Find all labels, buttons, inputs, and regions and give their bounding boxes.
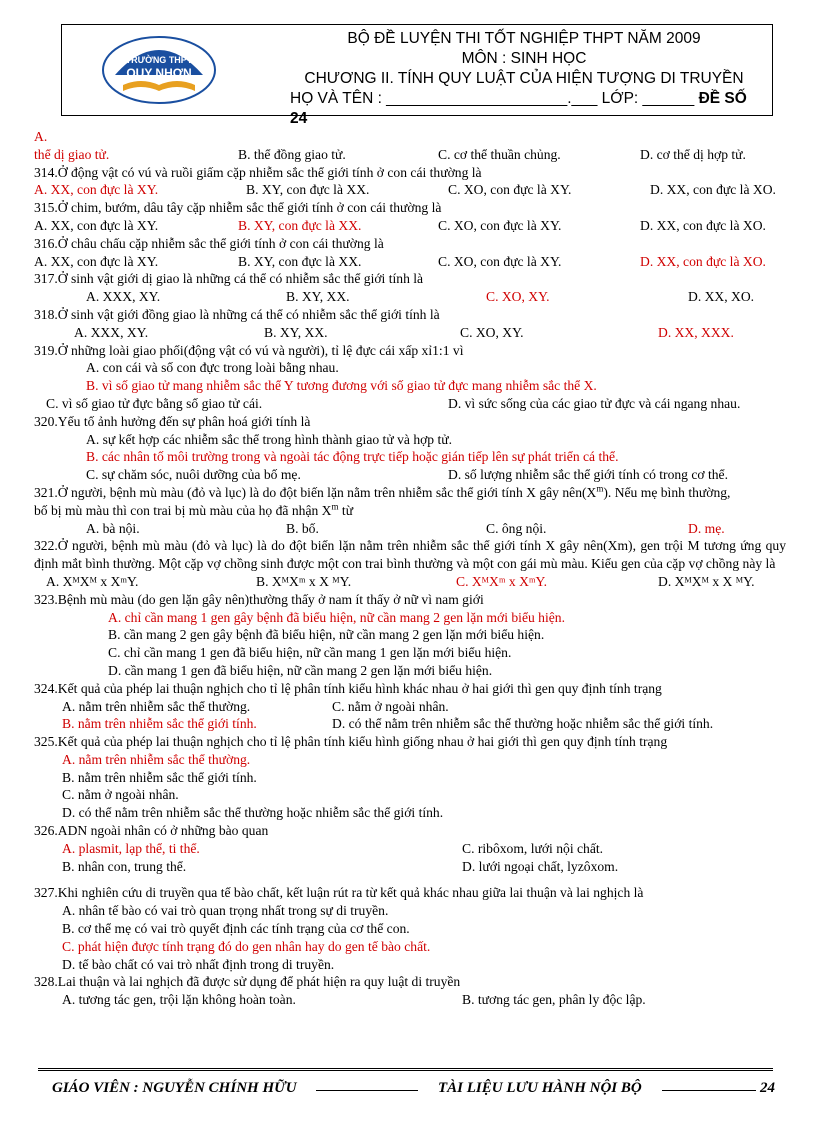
q321-a: A. bà nội. (86, 520, 140, 536)
q313-b: B. thể đồng giao tử. (238, 146, 346, 162)
q327-stem: 327.Khi nghiên cứu di truyền qua tế bào chất, kết luận rút ra từ kết quả khác nhau giữa lai thuận và lai nghịch là (34, 885, 644, 901)
q319-stem: 319.Ở những loài giao phối(động vật có vú và người), tỉ lệ đực cái xấp xỉ1:1 vì (34, 342, 464, 358)
q324-c: C. nằm ở ngoài nhân. (332, 698, 449, 714)
q315-options (34, 217, 786, 235)
q317-d: D. XX, XO. (688, 289, 755, 305)
q320-a: A. sự kết hợp các nhiễm sắc thể trong hình thành giao tử và hợp tử. (86, 431, 453, 447)
q327-a: A. nhân tế bào có vai trò quan trọng nhất trong sự di truyền. (62, 903, 389, 919)
q325-b: B. nằm trên nhiễm sắc thể giới tính. (62, 769, 257, 785)
q325-d: D. có thể nằm trên nhiễm sắc thể thường hoặc nhiễm sắc thể giới tính. (62, 805, 444, 821)
page-number: 24 (760, 1080, 775, 1096)
q321-b: B. bố. (286, 520, 319, 536)
footer-divider (38, 1068, 773, 1071)
q322-c: C. XᴹXᵐ x XᵐY. (456, 573, 548, 589)
q314-a: A. XX, con đực là XY. (34, 182, 159, 198)
footer-dash-1 (316, 1090, 418, 1091)
q323-a: A. chỉ cần mang 1 gen gây bệnh đã biểu hiện, nữ cần mang 2 gen lặn mới biểu hiện. (108, 609, 565, 625)
q316-a: A. XX, con đực là XY. (34, 253, 159, 269)
q318-options (34, 324, 786, 342)
q319-a: A. con cái và số con đực trong loài bằng nhau. (86, 360, 339, 376)
q320-c: C. sự chăm sóc, nuôi dưỡng của bố mẹ. (86, 467, 301, 483)
subject: MÔN : SINH HỌC (461, 50, 587, 67)
q321-options (34, 520, 786, 538)
q316-c: C. XO, con đực là XY. (438, 253, 562, 269)
q318-c: C. XO, XY. (460, 324, 524, 340)
footer-doc: TÀI LIỆU LƯU HÀNH NỘI BỘ (438, 1080, 642, 1096)
q319-d: D. vì sức sống của các giao tử đực và cái ngang nhau. (448, 395, 741, 411)
q313-a-label: A. (34, 129, 48, 144)
q323-d: D. cần mang 1 gen đã biểu hiện, nữ cần mang 2 gen lặn mới biểu hiện. (108, 662, 493, 678)
q326-options-bd (34, 858, 786, 876)
q314-stem: 314.Ở động vật có vú và ruồi giấm cặp nhiễm sắc thể giới tính ở con cái thường là (34, 164, 482, 180)
q321-c: C. ông nội. (486, 520, 547, 536)
q316-d: D. XX, con đực là XO. (640, 253, 766, 269)
exam-number: ĐỀ SỐ 24 (290, 90, 747, 127)
q313-d: D. cơ thể dị hợp tử. (640, 146, 746, 162)
q327-c: C. phát hiện được tính trạng đó do gen nhân hay do gen tế bào chất. (62, 938, 431, 954)
q324-d: D. có thể nằm trên nhiễm sắc thể thường hoặc nhiễm sắc thể giới tính. (332, 716, 714, 732)
q319-c: C. vì số giao tử đực bằng số giao tử cái. (46, 395, 263, 411)
svg-text:QUY NHƠN: QUY NHƠN (126, 66, 192, 80)
svg-text:TRƯỜNG THPT: TRƯỜNG THPT (125, 55, 193, 65)
q325-stem: 325.Kết quả của phép lai thuận nghịch cho tỉ lệ phân tính kiểu hình giống nhau ở hai giới thì gen quy định tính trạng (34, 734, 668, 750)
q324-a: A. nằm trên nhiễm sắc thể thường. (62, 698, 251, 714)
q326-c: C. ribôxom, lưới nội chất. (462, 840, 604, 856)
footer-dash-2 (662, 1090, 756, 1091)
q321-d: D. mẹ. (688, 520, 725, 536)
q319-options-cd (34, 395, 786, 413)
q317-options (34, 288, 786, 306)
q315-stem: 315.Ở chim, bướm, dâu tây cặp nhiễm sắc thể giới tính ở con cái thường là (34, 200, 442, 216)
q320-options-cd (34, 466, 786, 484)
q316-b: B. XY, con đực là XX. (238, 253, 362, 269)
footer (52, 1080, 782, 1102)
q322-stem: 322.Ở người, bệnh mù màu (đỏ và lục) là do đột biến lặn nằm trên nhiễm sắc thể giới tính X gây nên(Xm), gen trội M tương ứng quy định mắt bình thường. Một cặp vợ chồng sinh được một con trai bình thường và một con gái mù màu. Kiểu gen của cặp vợ chồng này là (34, 538, 786, 572)
q315-c: C. XO, con đực là XY. (438, 217, 562, 233)
q314-options (34, 181, 786, 199)
q323-c: C. chỉ cần mang 1 gen đã biểu hiện, nữ cần mang 1 gen lặn mới biểu hiện. (108, 645, 512, 661)
q319-b: B. vì số giao tử mang nhiễm sắc thể Y tương đương với số giao tử đực mang nhiễm sắc thể X. (86, 378, 597, 394)
q328-options (34, 991, 786, 1009)
q326-options-ac (34, 840, 786, 858)
q314-b: B. XY, con đực là XX. (246, 182, 370, 198)
q317-stem: 317.Ở sinh vật giới dị giao là những cá thể có nhiễm sắc thể giới tính là (34, 271, 424, 287)
q322-options (34, 573, 786, 591)
q313-options (34, 146, 786, 164)
q318-stem: 318.Ở sinh vật giới đồng giao là những cá thể có nhiễm sắc thể giới tính là (34, 306, 440, 322)
q326-a: A. plasmit, lạp thể, ti thể. (62, 840, 200, 856)
q316-stem: 316.Ở châu chấu cặp nhiễm sắc thể giới tính ở con cái thường là (34, 235, 384, 251)
q321-stem-line1: 321.Ở người, bệnh mù màu (đỏ và lục) là do đột biến lặn nằm trên nhiễm sắc thể giới tính X gây $nên(X^m)$. Nếu mẹ bình thường, (34, 483, 731, 500)
q317-c: C. XO, XY. (486, 289, 550, 305)
chapter-title: CHƯƠNG II. TÍNH QUY LUẬT CỦA HIỆN TƯỢNG DI TRUYỀN (304, 70, 744, 87)
q324-options-ac (34, 698, 786, 716)
q324-options-bd (34, 715, 786, 733)
q326-b: B. nhân con, trung thể. (62, 858, 187, 874)
q320-stem: 320.Yếu tố ảnh hưởng đến sự phân hoá giới tính là (34, 413, 311, 429)
q322-a: A. XᴹXᴹ x XᵐY. (46, 573, 139, 589)
questions (34, 128, 786, 1009)
q324-stem: 324.Kết quả của phép lai thuận nghịch cho tỉ lệ phân tính kiểu hình khác nhau ở hai giới thì gen quy định tính trạng (34, 680, 662, 696)
q322-b: B. XᴹXᵐ x X ᴹY. (256, 573, 352, 589)
q320-d: D. số lượng nhiễm sắc thể giới tính có trong cơ thể. (448, 467, 728, 483)
q318-b: B. XY, XX. (264, 324, 328, 340)
footer-teacher: GIÁO VIÊN : NGUYỄN CHÍNH HỮU (52, 1080, 297, 1096)
q313-a: thể dị giao tử. (34, 146, 110, 162)
q318-d: D. XX, XXX. (658, 324, 734, 340)
doc-title: BỘ ĐỀ LUYỆN THI TỐT NGHIỆP THPT NĂM 2009 (347, 30, 701, 47)
q314-c: C. XO, con đực là XY. (448, 182, 572, 198)
q320-b: B. các nhân tố môi trường trong và ngoài tác động trực tiếp hoặc gián tiếp lên sự phát triển cá thể. (86, 449, 619, 465)
q315-d: D. XX, con đực là XO. (640, 217, 766, 233)
q325-a: A. nằm trên nhiễm sắc thể thường. (62, 751, 251, 767)
q327-d: D. tế bào chất có vai trò nhất định trong di truyền. (62, 956, 335, 972)
header-box (61, 24, 773, 127)
q323-stem: 323.Bệnh mù màu (do gen lặn gây nên)thường thấy ở nam ít thấy ở nữ vì nam giới (34, 591, 484, 607)
q326-d: D. lưới ngoại chất, lyzôxom. (462, 858, 619, 874)
q328-a: A. tương tác gen, trội lặn không hoàn toàn. (62, 992, 296, 1008)
q328-b: B. tương tác gen, phân ly độc lập. (462, 992, 646, 1008)
q315-b: B. XY, con đực là XX. (238, 217, 362, 233)
school-logo (101, 35, 217, 105)
q322-d: D. XᴹXᴹ x X ᴹY. (658, 573, 755, 589)
q324-b: B. nằm trên nhiễm sắc thể giới tính. (62, 716, 257, 732)
q315-a: A. XX, con đực là XY. (34, 217, 159, 233)
q313-c: C. cơ thể thuần chủng. (438, 146, 561, 162)
q323-b: B. cần mang 2 gen gây bệnh đã biểu hiện, nữ cần mang 2 gen lặn mới biểu hiện. (108, 627, 545, 643)
q317-b: B. XY, XX. (286, 289, 350, 305)
q314-d: D. XX, con đực là XO. (650, 182, 776, 198)
q318-a: A. XXX, XY. (74, 324, 149, 340)
q325-c: C. nằm ở ngoài nhân. (62, 787, 179, 803)
name-class-field: HỌ VÀ TÊN : _____________________.___ LỚP: ______ (290, 90, 695, 107)
q317-a: A. XXX, XY. (86, 289, 161, 305)
q316-options (34, 253, 786, 271)
q326-stem: 326.ADN ngoài nhân có ở những bào quan (34, 823, 269, 839)
q327-b: B. cơ thể mẹ có vai trò quyết định các tính trạng của cơ thể con. (62, 921, 410, 937)
q328-stem: 328.Lai thuận và lai nghịch đã được sử dụng để phát hiện ra quy luật di truyền (34, 974, 461, 990)
q321-stem-line2: bố bị mù màu thì con trai bị mù màu của họ đã nhận $X^m$ từ (34, 501, 354, 518)
